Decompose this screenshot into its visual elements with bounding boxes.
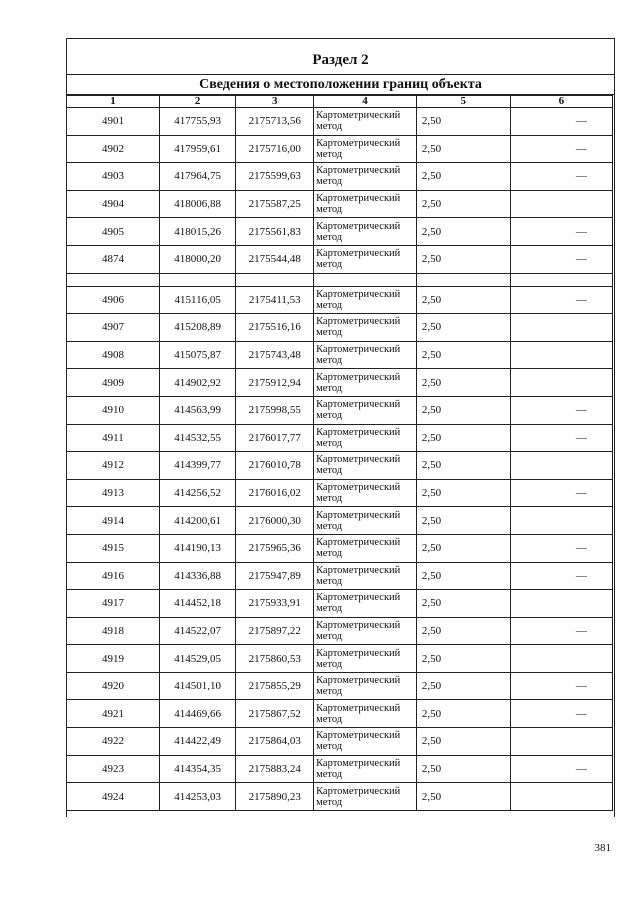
note-cell: — (510, 396, 612, 424)
method-cell: Картометрический метод (314, 245, 417, 273)
point-number-cell: 4909 (67, 369, 160, 397)
section-subtitle: Сведения о местоположении границ объекта (67, 75, 614, 95)
note-cell (510, 590, 612, 618)
note-cell: — (510, 479, 612, 507)
y-coordinate-cell: 2175912,94 (236, 369, 314, 397)
point-number-cell: 4910 (67, 396, 160, 424)
point-number-cell: 4916 (67, 562, 160, 590)
table-row (67, 286, 613, 314)
method-cell: Картометрический метод (314, 534, 417, 562)
point-number-cell: 4907 (67, 314, 160, 342)
table-row (67, 452, 613, 480)
y-coordinate-cell: 2175716,00 (236, 135, 314, 163)
y-coordinate-cell: 2176010,78 (236, 452, 314, 480)
accuracy-cell: 2,50 (416, 190, 510, 218)
accuracy-cell: 2,50 (416, 396, 510, 424)
point-number-cell: 4914 (67, 507, 160, 535)
y-coordinate-cell: 2175561,83 (236, 218, 314, 246)
method-cell: Картометрический метод (314, 314, 417, 342)
y-coordinate-cell: 2175933,91 (236, 590, 314, 618)
method-cell: Картометрический метод (314, 286, 417, 314)
table-row (67, 190, 613, 218)
accuracy-cell: 2,50 (416, 369, 510, 397)
method-cell: Картометрический метод (314, 135, 417, 163)
note-cell: — (510, 163, 612, 191)
x-coordinate-cell: 414256,52 (159, 479, 236, 507)
point-number-cell: 4919 (67, 645, 160, 673)
point-number-cell: 4905 (67, 218, 160, 246)
accuracy-cell: 2,50 (416, 645, 510, 673)
y-coordinate-cell: 2175965,36 (236, 534, 314, 562)
column-header: 3 (236, 96, 314, 108)
table-row (67, 562, 613, 590)
x-coordinate-cell: 414501,10 (159, 672, 236, 700)
empty-cell (67, 273, 160, 286)
accuracy-cell: 2,50 (416, 534, 510, 562)
point-number-cell: 4911 (67, 424, 160, 452)
method-cell: Картометрический метод (314, 369, 417, 397)
x-coordinate-cell: 417964,75 (159, 163, 236, 191)
note-cell: — (510, 562, 612, 590)
x-coordinate-cell: 418000,20 (159, 245, 236, 273)
method-cell: Картометрический метод (314, 190, 417, 218)
note-cell: — (510, 672, 612, 700)
accuracy-cell: 2,50 (416, 700, 510, 728)
note-cell: — (510, 245, 612, 273)
method-cell: Картометрический метод (314, 672, 417, 700)
table-row (67, 672, 613, 700)
point-number-cell: 4874 (67, 245, 160, 273)
note-cell (510, 645, 612, 673)
accuracy-cell: 2,50 (416, 590, 510, 618)
accuracy-cell: 2,50 (416, 314, 510, 342)
y-coordinate-cell: 2175864,03 (236, 728, 314, 756)
y-coordinate-cell: 2176017,77 (236, 424, 314, 452)
point-number-cell: 4908 (67, 341, 160, 369)
method-cell: Картометрический метод (314, 645, 417, 673)
y-coordinate-cell: 2175897,22 (236, 617, 314, 645)
table-row (67, 108, 613, 136)
point-number-cell: 4923 (67, 755, 160, 783)
empty-cell (416, 273, 510, 286)
accuracy-cell: 2,50 (416, 728, 510, 756)
point-number-cell: 4918 (67, 617, 160, 645)
column-header: 4 (314, 96, 417, 108)
y-coordinate-cell: 2176000,30 (236, 507, 314, 535)
note-cell (510, 783, 612, 811)
y-coordinate-cell: 2175947,89 (236, 562, 314, 590)
accuracy-cell: 2,50 (416, 562, 510, 590)
point-number-cell: 4917 (67, 590, 160, 618)
table-row (67, 218, 613, 246)
note-cell: — (510, 755, 612, 783)
method-cell: Картометрический метод (314, 562, 417, 590)
point-number-cell: 4921 (67, 700, 160, 728)
x-coordinate-cell: 415075,87 (159, 341, 236, 369)
accuracy-cell: 2,50 (416, 163, 510, 191)
method-cell: Картометрический метод (314, 396, 417, 424)
note-cell: — (510, 617, 612, 645)
method-cell: Картометрический метод (314, 507, 417, 535)
x-coordinate-cell: 414529,05 (159, 645, 236, 673)
column-header: 1 (67, 96, 160, 108)
point-number-cell: 4913 (67, 479, 160, 507)
accuracy-cell: 2,50 (416, 218, 510, 246)
x-coordinate-cell: 415208,89 (159, 314, 236, 342)
y-coordinate-cell: 2175411,53 (236, 286, 314, 314)
note-cell (510, 728, 612, 756)
boundary-coordinates-table (66, 95, 613, 811)
x-coordinate-cell: 414336,88 (159, 562, 236, 590)
empty-cell (314, 273, 417, 286)
point-number-cell: 4901 (67, 108, 160, 136)
note-cell (510, 369, 612, 397)
note-cell: — (510, 218, 612, 246)
empty-cell (236, 273, 314, 286)
column-header-row (67, 96, 613, 108)
empty-cell (159, 273, 236, 286)
y-coordinate-cell: 2175998,55 (236, 396, 314, 424)
x-coordinate-cell: 414399,77 (159, 452, 236, 480)
y-coordinate-cell: 2175587,25 (236, 190, 314, 218)
table-row (67, 245, 613, 273)
point-number-cell: 4904 (67, 190, 160, 218)
accuracy-cell: 2,50 (416, 672, 510, 700)
accuracy-cell: 2,50 (416, 617, 510, 645)
accuracy-cell: 2,50 (416, 245, 510, 273)
accuracy-cell: 2,50 (416, 452, 510, 480)
document-frame (66, 38, 615, 817)
x-coordinate-cell: 414422,49 (159, 728, 236, 756)
y-coordinate-cell: 2175860,53 (236, 645, 314, 673)
table-row (67, 534, 613, 562)
method-cell: Картометрический метод (314, 617, 417, 645)
table-row (67, 135, 613, 163)
table-row (67, 645, 613, 673)
table-row (67, 617, 613, 645)
method-cell: Картометрический метод (314, 783, 417, 811)
x-coordinate-cell: 414253,03 (159, 783, 236, 811)
y-coordinate-cell: 2176016,02 (236, 479, 314, 507)
method-cell: Картометрический метод (314, 163, 417, 191)
table-row (67, 424, 613, 452)
method-cell: Картометрический метод (314, 108, 417, 136)
table-row (67, 755, 613, 783)
accuracy-cell: 2,50 (416, 783, 510, 811)
y-coordinate-cell: 2175855,29 (236, 672, 314, 700)
table-row (67, 396, 613, 424)
x-coordinate-cell: 417959,61 (159, 135, 236, 163)
x-coordinate-cell: 414452,18 (159, 590, 236, 618)
note-cell: — (510, 135, 612, 163)
accuracy-cell: 2,50 (416, 479, 510, 507)
table-row (67, 507, 613, 535)
table-row (67, 341, 613, 369)
x-coordinate-cell: 418006,88 (159, 190, 236, 218)
point-number-cell: 4922 (67, 728, 160, 756)
y-coordinate-cell: 2175599,63 (236, 163, 314, 191)
y-coordinate-cell: 2175713,56 (236, 108, 314, 136)
x-coordinate-cell: 414522,07 (159, 617, 236, 645)
point-number-cell: 4903 (67, 163, 160, 191)
note-cell (510, 190, 612, 218)
note-cell: — (510, 700, 612, 728)
accuracy-cell: 2,50 (416, 507, 510, 535)
y-coordinate-cell: 2175743,48 (236, 341, 314, 369)
note-cell: — (510, 534, 612, 562)
x-coordinate-cell: 414190,13 (159, 534, 236, 562)
point-number-cell: 4920 (67, 672, 160, 700)
accuracy-cell: 2,50 (416, 108, 510, 136)
separator-row (67, 273, 613, 286)
note-cell: — (510, 286, 612, 314)
accuracy-cell: 2,50 (416, 135, 510, 163)
x-coordinate-cell: 414469,66 (159, 700, 236, 728)
method-cell: Картометрический метод (314, 452, 417, 480)
method-cell: Картометрический метод (314, 700, 417, 728)
x-coordinate-cell: 414532,55 (159, 424, 236, 452)
y-coordinate-cell: 2175867,52 (236, 700, 314, 728)
section-title: Раздел 2 (67, 39, 614, 75)
table-row (67, 700, 613, 728)
accuracy-cell: 2,50 (416, 424, 510, 452)
method-cell: Картометрический метод (314, 728, 417, 756)
column-header: 6 (510, 96, 612, 108)
x-coordinate-cell: 414200,61 (159, 507, 236, 535)
accuracy-cell: 2,50 (416, 341, 510, 369)
note-cell: — (510, 108, 612, 136)
table-row (67, 369, 613, 397)
column-header: 5 (416, 96, 510, 108)
x-coordinate-cell: 415116,05 (159, 286, 236, 314)
y-coordinate-cell: 2175890,23 (236, 783, 314, 811)
method-cell: Картометрический метод (314, 755, 417, 783)
x-coordinate-cell: 417755,93 (159, 108, 236, 136)
point-number-cell: 4906 (67, 286, 160, 314)
table-row (67, 728, 613, 756)
column-header: 2 (159, 96, 236, 108)
point-number-cell: 4915 (67, 534, 160, 562)
note-cell (510, 314, 612, 342)
note-cell (510, 341, 612, 369)
method-cell: Картометрический метод (314, 590, 417, 618)
empty-cell (510, 273, 612, 286)
x-coordinate-cell: 418015,26 (159, 218, 236, 246)
method-cell: Картометрический метод (314, 424, 417, 452)
accuracy-cell: 2,50 (416, 755, 510, 783)
x-coordinate-cell: 414354,35 (159, 755, 236, 783)
point-number-cell: 4924 (67, 783, 160, 811)
page-number: 381 (594, 842, 611, 854)
accuracy-cell: 2,50 (416, 286, 510, 314)
method-cell: Картометрический метод (314, 341, 417, 369)
x-coordinate-cell: 414902,92 (159, 369, 236, 397)
y-coordinate-cell: 2175516,16 (236, 314, 314, 342)
point-number-cell: 4902 (67, 135, 160, 163)
note-cell (510, 452, 612, 480)
table-row (67, 590, 613, 618)
note-cell (510, 507, 612, 535)
method-cell: Картометрический метод (314, 479, 417, 507)
table-row (67, 163, 613, 191)
table-row (67, 783, 613, 811)
x-coordinate-cell: 414563,99 (159, 396, 236, 424)
method-cell: Картометрический метод (314, 218, 417, 246)
point-number-cell: 4912 (67, 452, 160, 480)
table-row (67, 314, 613, 342)
y-coordinate-cell: 2175544,48 (236, 245, 314, 273)
y-coordinate-cell: 2175883,24 (236, 755, 314, 783)
table-row (67, 479, 613, 507)
note-cell: — (510, 424, 612, 452)
